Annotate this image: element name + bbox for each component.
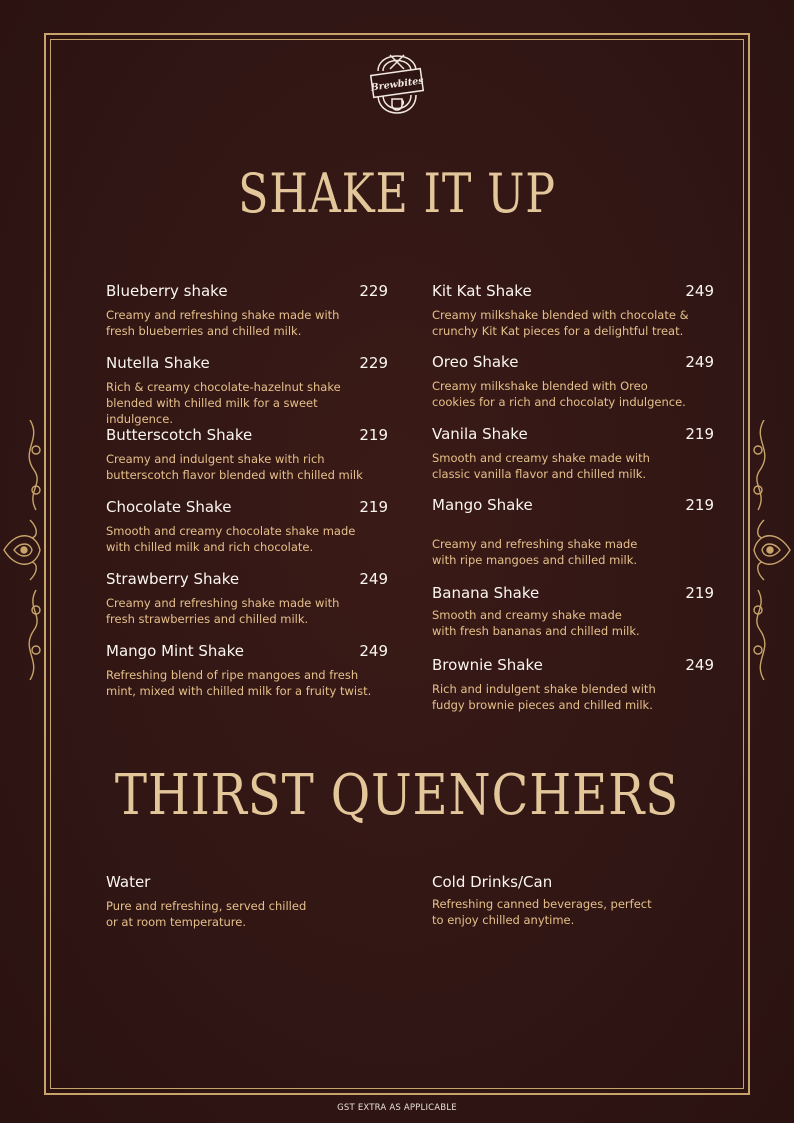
menu-item-nutella-shake <box>106 354 388 427</box>
item-name: Chocolate Shake <box>106 498 232 516</box>
menu-item-chocolate-shake <box>106 498 388 555</box>
menu-item-butterscotch-shake <box>106 426 388 483</box>
logo-wordmark: Brewbites <box>370 75 424 94</box>
item-description: Refreshing canned beverages, perfect to enjoy chilled anytime. <box>432 897 652 927</box>
menu-item-kit-kat-shake <box>432 282 714 339</box>
right-ornament-icon <box>746 420 794 680</box>
section-title-thirst-quenchers: THIRST QUENCHERS <box>114 763 680 828</box>
menu-item-brownie-shake <box>432 656 714 713</box>
item-description: Creamy milkshake blended with chocolate & crunchy Kit Kat pieces for a delightful treat. <box>432 308 689 338</box>
item-price: 219 <box>685 584 714 602</box>
item-description: Creamy and indulgent shake with rich butterscotch flavor blended with chilled milk <box>106 452 363 482</box>
item-price: 249 <box>685 353 714 371</box>
item-name: Nutella Shake <box>106 354 210 372</box>
item-description: Rich & creamy chocolate-hazelnut shake blended with chilled milk for a sweet indulgence. <box>106 380 341 426</box>
section-title-shakes: SHAKE IT UP <box>238 162 556 225</box>
item-description: Creamy milkshake blended with Oreo cookies for a rich and chocolaty indulgence. <box>432 379 686 409</box>
item-price: 249 <box>359 570 388 588</box>
item-description: Pure and refreshing, served chilled or at room temperature. <box>106 899 307 929</box>
item-price: 249 <box>685 282 714 300</box>
menu-item-strawberry-shake <box>106 570 388 627</box>
item-price: 229 <box>359 282 388 300</box>
item-name: Mango Mint Shake <box>106 642 244 660</box>
menu-item-vanila-shake <box>432 425 714 482</box>
item-description: Creamy and refreshing shake made with fresh strawberries and chilled milk. <box>106 596 340 626</box>
item-description: Rich and indulgent shake blended with fudgy brownie pieces and chilled milk. <box>432 682 656 712</box>
item-name: Butterscotch Shake <box>106 426 253 444</box>
item-name: Banana Shake <box>432 584 540 602</box>
item-description: Creamy and refreshing shake made with fresh blueberries and chilled milk. <box>106 308 340 338</box>
item-name: Cold Drinks/Can <box>432 873 553 891</box>
item-name: Kit Kat Shake <box>432 282 532 300</box>
left-ornament-icon <box>0 420 48 680</box>
item-price: 249 <box>685 656 714 674</box>
menu-item-banana-shake <box>432 584 714 639</box>
item-name: Blueberry shake <box>106 282 228 300</box>
menu-item-mango-mint-shake <box>106 642 388 699</box>
item-description: Refreshing blend of ripe mangoes and fresh mint, mixed with chilled milk for a fruity twist. <box>106 668 372 698</box>
item-price: 219 <box>359 426 388 444</box>
item-description: Smooth and creamy shake made with classic vanilla flavor and chilled milk. <box>432 451 650 481</box>
menu-item-mango-shake <box>432 496 714 568</box>
footer-note: GST EXTRA AS APPLICABLE <box>337 1103 457 1113</box>
item-name: Water <box>106 873 151 891</box>
item-name: Mango Shake <box>432 496 533 514</box>
item-price: 219 <box>685 496 714 514</box>
item-name: Brownie Shake <box>432 656 543 674</box>
menu-item-blueberry-shake <box>106 282 388 339</box>
item-price: 229 <box>359 354 388 372</box>
menu-item-water <box>106 873 388 930</box>
item-description: Creamy and refreshing shake made with ripe mangoes and chilled milk. <box>432 537 638 567</box>
item-description: Smooth and creamy shake made with fresh bananas and chilled milk. <box>432 608 640 638</box>
item-price: 219 <box>685 425 714 443</box>
item-name: Vanila Shake <box>432 425 528 443</box>
item-price: 219 <box>359 498 388 516</box>
menu-item-oreo-shake <box>432 353 714 410</box>
item-description: Smooth and creamy chocolate shake made with chilled milk and rich chocolate. <box>106 524 356 554</box>
menu-item-cold-drinks <box>432 873 714 928</box>
brewbites-logo <box>370 41 424 127</box>
item-price: 249 <box>359 642 388 660</box>
item-name: Oreo Shake <box>432 353 519 371</box>
item-name: Strawberry Shake <box>106 570 240 588</box>
